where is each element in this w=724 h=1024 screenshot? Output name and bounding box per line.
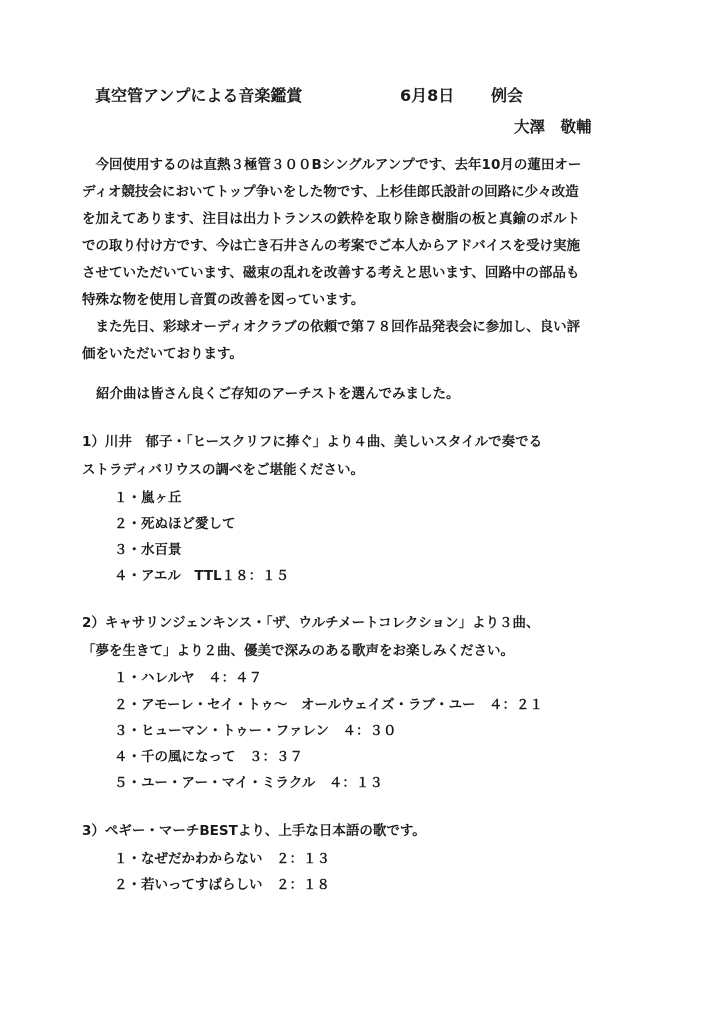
section-heading: 「夢を生きて」より２曲、優美で深みのある歌声をお楽しみください。 bbox=[82, 643, 514, 659]
section-heading: ストラディバリウスの調べをご堪能ください。 bbox=[82, 462, 365, 478]
intro-line: 価をいただいております。 bbox=[82, 346, 243, 362]
track-item: ４・千の風になって ３：３７ bbox=[114, 749, 303, 765]
meeting-type: 例会 bbox=[491, 86, 524, 105]
track-item: ３・水百景 bbox=[114, 542, 182, 558]
track-item: ２・若いってすばらしい ２：１８ bbox=[114, 877, 330, 893]
track-item: ３・ヒューマン・トゥー・ファレン ４：３０ bbox=[114, 723, 397, 739]
intro-line: を加えてあります、注目は出力トランスの鉄枠を取り除き樹脂の板と真鍮のボルト bbox=[82, 211, 581, 227]
intro-line: また先日、彩球オーディオクラブの依頼で第７８回作品発表会に参加し、良い評 bbox=[82, 319, 581, 335]
author-name: 大澤 敬輔 bbox=[514, 118, 592, 136]
track-item: ５・ユー・アー・マイ・ミラクル ４：１３ bbox=[114, 775, 383, 791]
intro-line: させていただいています、磁束の乱れを改善する考えと思います、回路中の部品も bbox=[82, 265, 580, 281]
document-title: 真空管アンプによる音楽鑑賞 bbox=[95, 86, 303, 105]
intro-line: ディオ競技会においてトップ争いをした物です、上杉佳郎氏設計の回路に少々改造 bbox=[82, 184, 579, 200]
track-item: １・なぜだかわからない ２：１３ bbox=[114, 851, 330, 867]
section-heading: 3）ペギー・マーチBESTより、上手な日本語の歌です。 bbox=[82, 823, 426, 839]
intro-line: 特殊な物を使用し音質の改善を図っています。 bbox=[82, 292, 365, 308]
track-item: １・嵐ヶ丘 bbox=[114, 490, 182, 506]
section-heading: 1）川井 郁子・「ヒースクリフに捧ぐ」より４曲、美しいスタイルで奏でる bbox=[82, 434, 543, 450]
intro-line: 今回使用するのは直熱３極管３００Bシングルアンプです、去年10月の蓮田オー bbox=[82, 157, 582, 173]
intro-line: での取り付け方です、今は亡き石井さんの考案でご本人からアドバイスを受け実施 bbox=[82, 238, 581, 254]
track-item: １・ハレルヤ ４：４７ bbox=[114, 670, 263, 686]
track-item: ２・アモーレ・セイ・トゥ～ オールウェイズ・ラブ・ユー ４：２１ bbox=[114, 697, 543, 713]
lead-text: 紹介曲は皆さん良くご存知のアーチストを選んでみました。 bbox=[96, 386, 460, 402]
track-item: ２・死ぬほど愛して bbox=[114, 516, 236, 532]
meeting-date: 6月8日 bbox=[400, 86, 455, 105]
section-heading: 2）キャサリンジェンキンス・「ザ、ウルチメートコレクション」より３曲、 bbox=[82, 615, 540, 631]
track-item: ４・アエル TTL１８：１５ bbox=[114, 568, 290, 584]
